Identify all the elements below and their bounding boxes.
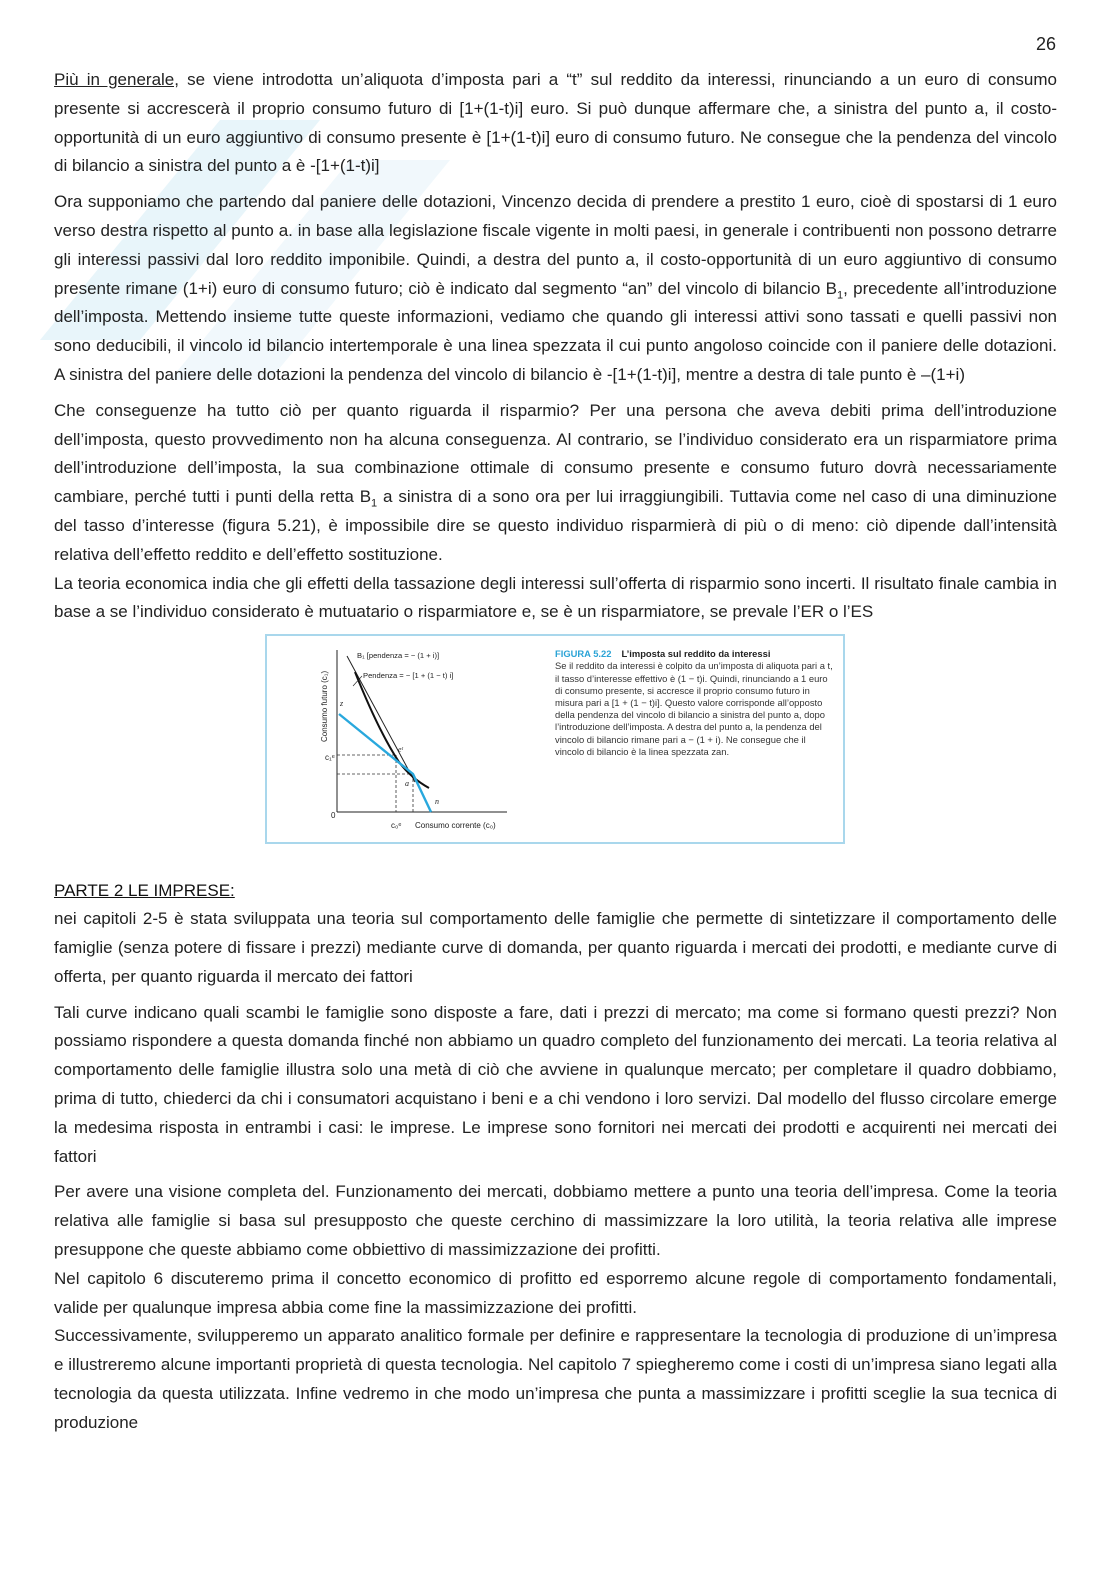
subscript: 1 — [371, 497, 378, 510]
figure-5-22 — [265, 634, 845, 844]
paragraph-text: Ora supponiamo che partendo dal paniere delle dotazioni, Vincenzo decida di prendere a prestito 1 euro, cioè di spostarsi di 1 euro verso destra rispetto al punto a. in base alla legislazione fiscale vigente in molti paesi, in generale i contribuenti non possono detrarre gli interessi passivi dal loro reddito imponibile. Quindi, a destra del punto a, il costo-opportunità di un euro aggiuntivo di consumo presente rimane (1+i) euro di consumo futuro; ciò è indicato dal segmento “an” del vincolo di bilancio B — [54, 192, 1057, 298]
y-tick-c1e: c₁ᵉ — [325, 753, 335, 763]
figure-caption — [555, 648, 833, 758]
kinked-budget-line — [339, 714, 431, 812]
figure-caption-text: Se il reddito da interessi è colpito da un’imposta di aliquota pari a t, il tasso d’interesse effettivo è (1 − t)i. Quindi, rinunciando a 1 euro di consumo presente, si accresce il proprio consumo futuro in misura pari a [1 + (1 − t)i]. Questo valore corrisponde all’opposto della pendenza del vincolo di bilancio a sinistra del punto a, dopo l’introduzione dell’imposta. A destra del punto a, la pendenza del vincolo di bilancio rimane pari a − (1 + i). Ne consegue che il vincolo di bilancio è la linea spezzata zan. — [555, 660, 833, 757]
indifference-curve — [355, 672, 429, 788]
origin-label: 0 — [331, 811, 336, 821]
point-e: eᵗ — [398, 745, 403, 755]
subscript: 1 — [836, 288, 844, 301]
paragraph-taxed-interest — [54, 66, 1057, 181]
slope-label: Pendenza = − [1 + (1 − t) i] — [363, 671, 454, 681]
paragraph-theory-uncertain: La teoria economica india che gli effetti della tassazione degli interessi sull’offerta di risparmio sono incerti. Il risultato finale cambia in base a se l’individuo considerato è mutuatario o risparmiatore e, se è un risparmiatore, se prevale l’ER o l’ES — [54, 573, 1057, 622]
point-a: a — [405, 779, 409, 789]
paragraph-market-prices: Tali curve indicano quali scambi le famiglie sono disposte a fare, dati i prezzi di mercato; ma come si formano questi prezzi? Non possiamo rispondere a questa domanda finché non abbiamo un quadro completo del funzionamento dei mercati. La teoria relativa al comportamento delle famiglie illustra solo una metà di ciò che avviene in qualunque mercato; per completare il quadro dobbiamo, prima di tutto, chiederci da chi i consumatori acquistano i beni e a chi vendono i loro servizi. Dal modello del flusso circolare emerge la medesima risposta in entrambi i casi: le imprese. Le imprese sono fornitori nei mercati dei prodotti e acquirenti nei mercati dei fattori — [54, 1002, 1057, 1166]
page-number: 26 — [1035, 34, 1056, 54]
paragraph-text: Che conseguenze ha tutto ciò per quanto riguarda il risparmio? Per una persona che aveva debiti prima dell’introduzione dell’imposta, questo provvedimento non ha alcuna conseguenza. Al contrario, se l’individuo considerato era un risparmiatore prima dell’introduzione dell’imposta, la sua combinazione ottimale di consumo presente e consumo futuro dovrà necessariamente cambiare, perché tutti i punti della retta B — [54, 400, 1057, 507]
underlined-lead: Più in generale, — [54, 70, 179, 89]
x-tick-c0e: c₀ᵉ — [391, 821, 402, 831]
paragraph-text: se viene introdotta un’aliquota d’imposta pari a “t” sul reddito da interessi, rinunciando a un euro di consumo presente si accrescerà il proprio consumo futuro di [1+(1-t)i] euro. Si può dunque affermare che, a sinistra del punto a, il costo-opportunità di un euro aggiuntivo di consumo presente è [1+(1-t)i] euro di consumo futuro. Ne consegue che la pendenza del vincolo di bilancio a sinistra del punto a è -[1+(1-t)i] — [54, 70, 1057, 176]
x-axis-label: Consumo corrente (c₀) — [415, 821, 496, 831]
b1-label: B₁ [pendenza = − (1 + i)] — [357, 651, 440, 661]
paragraph-technology: Successivamente, svilupperemo un apparato analitico formale per definire e rappresentare la tecnologia di produzione di un’impresa e illustreremo alcune importanti proprietà di questa tecnologia. Nel capitolo 7 spiegheremo come i costi di un’impresa siano legati alla tecnologia da questa utilizzata. Infine vedremo in che modo un’impresa che punta a massimizzare i profitti sceglie la sua tecnica di produzione — [54, 1326, 1057, 1432]
paragraph-chapter-6: Nel capitolo 6 discuteremo prima il concetto economico di profitto ed esporremo alcune regole di comportamento fondamentali, valide per qualunque impresa abbia come fine la massimizzazione dei profitti. — [54, 1268, 1057, 1317]
figure-title: L’imposta sul reddito da interessi — [621, 648, 771, 660]
paragraph-borrowing — [54, 188, 1057, 390]
figure-number: FIGURA 5.22 — [555, 648, 612, 660]
paragraph-families-theory: nei capitoli 2-5 è stata sviluppata una teoria sul comportamento delle famiglie che permette di sintetizzare il comportamento delle famiglie (senza potere di fissare i prezzi) mediante curve di domanda, per quanto riguarda i mercati dei prodotti, e mediante curve di offerta, per quanto riguarda il mercato dei fattori — [54, 909, 1057, 986]
section-title: PARTE 2 LE IMPRESE: — [54, 881, 235, 901]
paragraph-saving-consequences — [54, 397, 1057, 570]
point-z: z — [340, 699, 344, 709]
paragraph-text: , precedente all’introduzione dell’imposta. Mettendo insieme tutte queste informazioni, vediamo che quando gli interessi attivi sono tassati e quelli passivi non sono deducibili, il vincolo id bilancio intertemporale è una linea spezzata il cui punto angoloso coincide con il paniere delle dotazioni. A sinistra del paniere delle dotazioni la pendenza del vincolo di bilancio è -[1+(1-t)i], mentre a destra di tale punto è –(1+i) — [54, 278, 1057, 384]
point-n: n — [435, 797, 439, 807]
paragraph-firm-theory: Per avere una visione completa del. Funzionamento dei mercati, dobbiamo mettere a punto una teoria dell’impresa. Come la teoria relativa alle famiglie si basa sul presupposto che queste cerchino di massimizzare la loro utilità, la teoria relativa alle imprese presuppone che queste abbiamo come obbiettivo di massimizzazione dei profitti. — [54, 1182, 1057, 1259]
y-axis-label: Consumo futuro (c₁) — [320, 670, 329, 743]
document-body — [54, 66, 1057, 1437]
budget-constraint-diagram — [307, 642, 547, 838]
paragraph-text: a sinistra di a sono ora per lui irraggiungibili. Tuttavia come nel caso di una diminuzione del tasso d’interesse (figura 5.21), è impossibile dire se questo individuo risparmierà di più o di meno: ciò dipende dall’intensità relativa dell’effetto reddito e dell’effetto sostituzione. — [54, 487, 1057, 564]
